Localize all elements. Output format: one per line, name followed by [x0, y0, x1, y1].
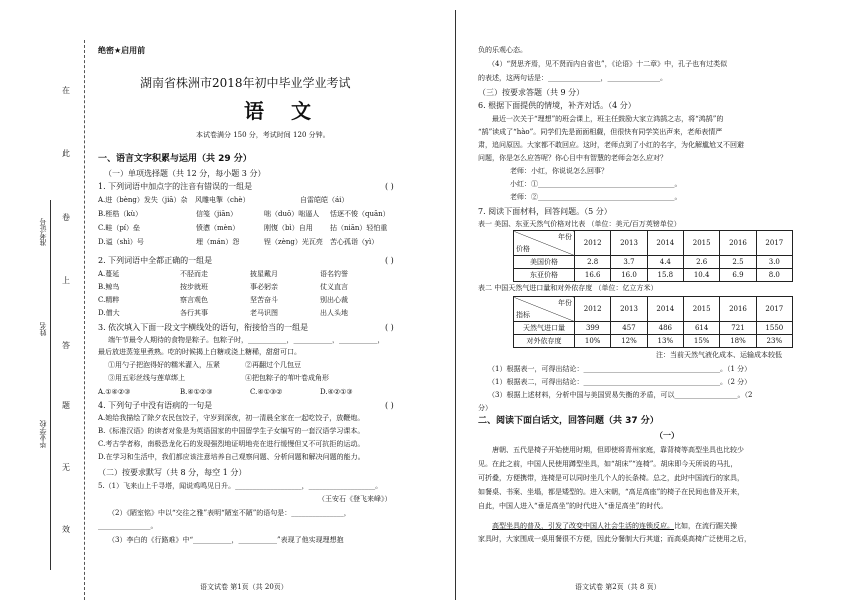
- question-3-paren: ( ): [385, 323, 394, 332]
- field-label: 准考证号: [39, 218, 47, 246]
- question-7-3b: 分）: [478, 404, 492, 412]
- option: A.蔓延: [98, 270, 120, 278]
- option: 刚愎（bì）自用: [264, 224, 313, 232]
- question-7-2: （1）根据表二，可得出结论：_______________________________________。（2 分）: [488, 378, 752, 386]
- table-cell: 3.7: [611, 256, 647, 269]
- question-3-item-3: ③用五彩丝线与莲草绑上: [108, 374, 185, 382]
- table-row: [514, 322, 793, 335]
- right-top-3: 的表述，这两句话是：_______________，_______________。: [478, 74, 667, 82]
- option: 恬逐不悛（quān）: [330, 210, 390, 218]
- question-7-1: （1）根据表一，可得出结论：_______________________________________。（1 分）: [488, 365, 752, 373]
- option: C.精粹: [98, 296, 120, 304]
- table-row: [514, 256, 793, 269]
- paragraph-line: 可折叠，方便携带，连椅是可以同时坐几个人的长条椅。总之，此时中国流行的家具，: [478, 474, 744, 482]
- question-4-opt-c: C.考古学者称，南极恐龙化石的发现强烈地证明地壳在进行缓慢但又不可抗拒的运动。: [98, 440, 365, 448]
- question-5-1: 5.（1）飞来山上千寻塔，闻说鸡鸣见日升。___________________，___________________。: [98, 482, 383, 490]
- table-cell: 18%: [720, 335, 756, 348]
- corner-bottom: 指标: [516, 311, 530, 319]
- binding-line: [84, 40, 85, 600]
- question-3-item-2: ②再翻过个几包豆: [245, 361, 301, 369]
- right-top-1: 负的乐观心态。: [478, 46, 527, 54]
- year-header: 2017: [756, 297, 792, 322]
- table-cell: 2.8: [575, 256, 611, 269]
- question-6-text-4: 问题，你是怎么应答呢？你心目中有智慧的老师会怎么应对？: [478, 154, 667, 162]
- subject-title: 语 文: [244, 99, 321, 123]
- subsection-1: （一）单项选择题（共 12 分，每小题 3 分）: [104, 169, 266, 178]
- question-6-text-3: 肃，追问原因。大家都不敢回应。这时，老师点到了小红的名字，为化解尴尬又不回避: [478, 141, 744, 149]
- question-6: 6. 根据下面提供的情境，补齐对话。（4 分）: [478, 101, 636, 110]
- table-cell: 486: [647, 322, 683, 335]
- row-label: 美国价格: [514, 256, 575, 269]
- reading-para2: [492, 521, 737, 531]
- option: 语名钓誉: [320, 270, 348, 278]
- year-header: 2014: [647, 231, 683, 256]
- section-1-heading: 一、语言文字积累与运用（共 29 分）: [98, 154, 252, 164]
- underlined-sentence: 高型坐具的普及，引发了改变中国人社会生活的连锁反应。: [492, 522, 674, 530]
- option: 锃（zèng）光瓦亮: [264, 238, 323, 246]
- option: B.桎梏（kù）: [98, 210, 143, 218]
- secret-mark: 绝密★启用前: [98, 46, 146, 55]
- option: 信笺（jiān）: [196, 210, 238, 218]
- option: 咄（duō）咄逼人: [264, 210, 320, 218]
- question-4-paren: ( ): [385, 401, 394, 410]
- year-header: 2017: [756, 231, 792, 256]
- year-header: 2012: [575, 297, 611, 322]
- question-3-opt-c: C.④①③②: [250, 388, 283, 396]
- question-4-opt-d: D.在学习和生活中，我们都应该注意培养自己观察问题、分析问题和解决问题的能力。: [98, 453, 365, 461]
- option: 按步就班: [180, 283, 208, 291]
- table-cell: 12%: [611, 335, 647, 348]
- option: D.谥（shì）号: [98, 238, 144, 246]
- table-cell: 15%: [683, 335, 719, 348]
- question-1: 1. 下列词语中加点字的注音有错误的一组是: [98, 182, 253, 191]
- row-label: 东亚价格: [514, 269, 575, 282]
- year-header: 2015: [683, 231, 719, 256]
- option: 出人头地: [320, 309, 348, 317]
- question-1-paren: ( ): [385, 182, 394, 191]
- option: B.鲸鸟: [98, 283, 120, 291]
- para2-rest: 比如，在流行踞关操: [674, 522, 737, 530]
- paragraph-line: 自此，中国人进入“垂足高坐”的时代进入“垂足高坐”的时代。: [478, 502, 668, 510]
- question-5-source: （王安石《登飞来峰》）: [318, 495, 392, 503]
- year-header: 2012: [575, 231, 611, 256]
- table-cell: 3.0: [756, 256, 792, 269]
- table-cell: 2.6: [683, 256, 719, 269]
- option: A.进（bèng）发失（jiā）杂: [98, 196, 188, 204]
- table-cell: 6.9: [720, 269, 756, 282]
- question-6-xiaohong: 小红：①_______________________________________。: [510, 180, 682, 188]
- table-corner: [514, 231, 575, 256]
- option: 别出心裁: [320, 296, 348, 304]
- question-6-teacher-answer: 老师：②_______________________________________。: [510, 193, 682, 201]
- table-cell: 614: [683, 322, 719, 335]
- option: 不胫而走: [180, 270, 208, 278]
- field-line: [50, 200, 51, 570]
- option: 愤懑（mèn）: [196, 224, 240, 232]
- page-divider: [455, 10, 456, 600]
- table-cell: 4.4: [647, 256, 683, 269]
- option: 察言观色: [180, 296, 208, 304]
- year-header: 2016: [720, 297, 756, 322]
- page-1-footer: 语文试卷 第1页（共 20页）: [200, 583, 288, 591]
- seal-char: 题: [62, 401, 70, 410]
- option: 坚苦奋斗: [250, 296, 278, 304]
- paragraph-line: 唐朝、五代是椅子开始使用时期，但即使将青州家庭，靠背椅等高型坐具也比较少: [492, 446, 744, 454]
- option: 老马识图: [250, 309, 278, 317]
- right-top-2: （4）“贤思齐焉，见不贤而内自省也”，《论语》十二章》中，孔子也有过类似: [488, 60, 728, 68]
- table-2: [513, 296, 793, 348]
- exam-note: 本试卷满分 150 分，考试时间 120 分钟。: [196, 131, 330, 139]
- reading-para3: 家具时，大家围成一桌用餐很不方便，因此分餐制大行其道；而高桌高椅广泛使用之后，: [478, 535, 751, 543]
- table-cell: 1550: [756, 322, 792, 335]
- question-3-text-1: 端午节最令人期待的食物是粽子。包粽子时，___________，___________，___________，: [108, 336, 385, 344]
- row-label: 对外依存度: [514, 335, 575, 348]
- option: 拈（niān）轻怕重: [330, 224, 388, 232]
- table-1-caption: 表一 美国、东亚天然气价格对比表 （单位：美元/百万英镑单位）: [478, 220, 681, 228]
- table-cell: 13%: [647, 335, 683, 348]
- table-row: [514, 335, 793, 348]
- question-2: 2. 下列词语中全都正确的一组是: [98, 256, 213, 265]
- seal-char: 效: [62, 525, 70, 534]
- option: 风雕电掣（chè）: [195, 196, 250, 204]
- corner-bottom: 价格: [516, 245, 530, 253]
- question-2-paren: ( ): [385, 256, 394, 265]
- table-cell: 399: [575, 322, 611, 335]
- option: 苦心孤诣（yì）: [330, 238, 379, 246]
- question-5-3: （3）李白的《行路难》中“___________，___________”表现了他实现理想抱: [108, 536, 344, 544]
- section-2-heading: 二、阅读下面白话文，回答问题（共 37 分）: [478, 416, 659, 426]
- question-3-opt-b: B.④①②③: [180, 388, 213, 396]
- table-cell: 721: [720, 322, 756, 335]
- question-4-opt-a: A.她给我描绘了除夕农民包饺子，守岁到深夜，初一清晨全家在一起吃饺子，放鞭炮。: [98, 414, 365, 422]
- year-header: 2016: [720, 231, 756, 256]
- question-7: 7. 阅读下面材料，回答问题。（5 分）: [478, 207, 612, 216]
- year-header: 2014: [647, 297, 683, 322]
- page-2-footer: 语文试卷 第2页（共 8 页）: [575, 583, 661, 591]
- field-label: 毕业学校: [39, 420, 47, 448]
- question-3: 3. 依次填入下面一段文字横线处的语句，衔接恰当的一组是: [98, 323, 309, 332]
- table-cell: 10.4: [683, 269, 719, 282]
- question-3-item-1: ①用勺子把泡得好的糯米灌入，压紧: [108, 361, 220, 369]
- paragraph-line: 如餐桌、书案、坐塌，都是矮型的。进入宋朝，“高足高座”的椅子在民间也普及开来，: [478, 488, 745, 496]
- seal-char: 上: [62, 276, 70, 285]
- seal-char: 答: [62, 341, 70, 350]
- question-4-opt-b: B.《标准汉语》的读者对象是为英语国家的中国留学生子女编写的一套汉语学习课本。: [98, 427, 365, 435]
- option: 自雷皑皑（ái）: [300, 196, 349, 204]
- table-cell: 15.8: [647, 269, 683, 282]
- option: 各行其事: [180, 309, 208, 317]
- question-3-text-2: 最后放进蒸笼里煮熟。吃的时候揭上白糖或浇上糖稀，甜甜可口。: [98, 348, 301, 356]
- option: C.畦（pí）垒: [98, 224, 141, 232]
- year-header: 2013: [611, 231, 647, 256]
- question-4: 4. 下列句子中没有语病的一句是: [98, 401, 213, 410]
- row-label: 天然气进口量: [514, 322, 575, 335]
- option: 埋（mán）怨: [196, 238, 240, 246]
- table-row: [514, 269, 793, 282]
- seal-char: 在: [62, 86, 70, 95]
- year-header: 2015: [683, 297, 719, 322]
- question-6-teacher: 老师：小红，你说说怎么回事？: [510, 167, 608, 175]
- option: 披星戴月: [250, 270, 278, 278]
- option: 仗义直言: [320, 283, 348, 291]
- subsection-2: （二）按要求默写（共 8 分，每空 1 分）: [98, 468, 247, 477]
- table-cell: 23%: [756, 335, 792, 348]
- year-header: 2013: [611, 297, 647, 322]
- table-cell: 457: [611, 322, 647, 335]
- option: D.僧大: [98, 309, 120, 317]
- question-6-text-2: “鹄”读成了“hào”。同学们先是面面相觑，但很快有同学笑出声来，老师表情严: [478, 128, 723, 136]
- question-3-item-4: ④把包粽子的苇叶卷成角形: [245, 374, 329, 382]
- question-5-2b: _______________。: [98, 522, 158, 530]
- exam-title: 湖南省株洲市2018年初中毕业学业考试: [140, 76, 351, 90]
- table-cell: 16.6: [575, 269, 611, 282]
- table-cell: 2.5: [720, 256, 756, 269]
- table-2-caption: 表二 中国天然气进口量和对外依存度 （单位：亿立方米）: [478, 284, 658, 292]
- seal-char: 卷: [62, 213, 70, 222]
- table-1: [513, 230, 793, 282]
- table-note: 注：当前天然气液化成本、运输成本较低: [656, 351, 782, 359]
- corner-top: 年份: [558, 233, 572, 241]
- question-6-text-1: 最近一次关于“理想”的班会课上，班主任鼓励大家立鸿鹄之志，将“鸿鹄”的: [492, 115, 724, 123]
- table-corner: [514, 297, 575, 322]
- question-7-3: （3）根据上述材料，分析中国与美国贸易失衡的矛盾，可以__________________。（2: [488, 391, 753, 399]
- table-cell: 8.0: [756, 269, 792, 282]
- paragraph-line: 见。在此之前，中国人民使用蹲型坐具，如“胡床”“连椅”。胡床即今天所说的马扎，: [478, 460, 738, 468]
- table-cell: 16.0: [611, 269, 647, 282]
- question-5-2: （2）《陋室铭》中以“交往之雅”表明“陋室不陋”的语句是：_______________，: [108, 509, 351, 517]
- seal-char: 无: [62, 463, 70, 472]
- field-label: 姓名: [39, 322, 47, 336]
- table-cell: 10%: [575, 335, 611, 348]
- part-1: （一）: [655, 430, 679, 440]
- option: 事必躬亲: [250, 283, 278, 291]
- subsection-3: （三）按要求答题（共 9 分）: [478, 88, 585, 97]
- seal-char: 此: [62, 149, 70, 158]
- question-3-opt-d: D.④②①③: [320, 388, 353, 396]
- corner-top: 年份: [558, 299, 572, 307]
- question-3-opt-a: A.①④②③: [98, 388, 131, 396]
